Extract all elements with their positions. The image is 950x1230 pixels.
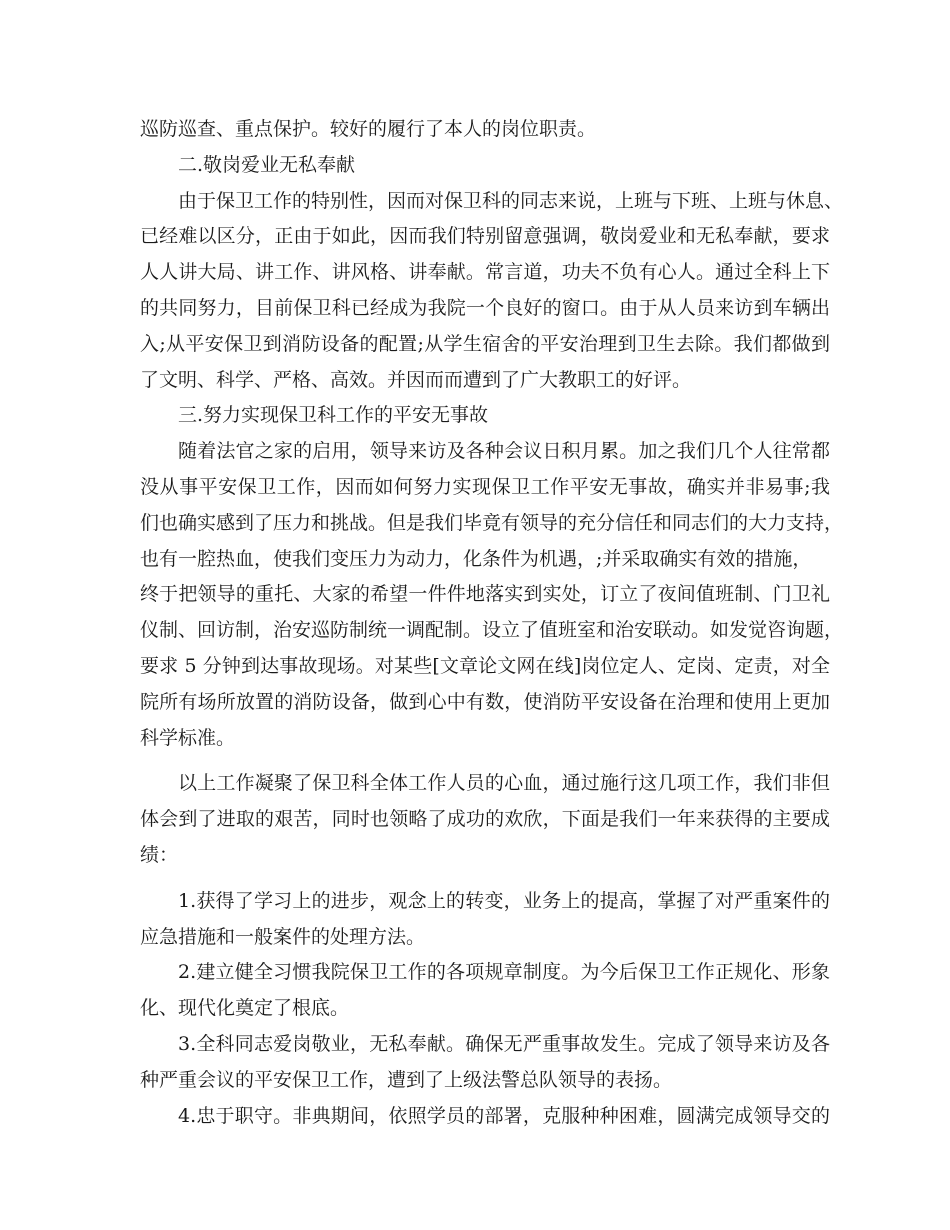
- text-line: 三.努力实现保卫科工作的平安无事故: [178, 404, 489, 427]
- text-line: 也有一腔热血，使我们变压力为动力，化条件为机遇，;并采取确实有效的措施，: [140, 547, 812, 570]
- text-line: 终于把领导的重托、大家的希望一件件地落实到实处，订立了夜间值班制、门卫礼: [140, 583, 830, 606]
- text-line: 仪制、回访制，治安巡防制统一调配制。设立了值班室和治安联动。如发觉咨询题，: [140, 619, 844, 642]
- text-line: 绩：: [140, 843, 179, 866]
- text-line: 化、现代化奠定了根底。: [140, 997, 350, 1020]
- document-body: [140, 112, 844, 1134]
- text-line: 的共同努力，目前保卫科已经成为我院一个良好的窗口。由于从人员来访到车辆出: [140, 296, 830, 319]
- paragraph-gap: [140, 756, 830, 766]
- text-line: 种严重会议的平安保卫工作，遭到了上级法警总队领导的表扬。: [140, 1068, 673, 1091]
- paragraph-gap: [140, 874, 830, 884]
- text-line: 已经难以区分，正由于如此，因而我们特别留意强调，敬岗爱业和无私奉献，要求: [140, 225, 830, 248]
- text-line: 了文明、科学、严格、高效。并因而而遭到了广大教职工的好评。: [140, 368, 692, 391]
- text-line: 体会到了进取的艰苦，同时也领略了成功的欢欣，下面是我们一年来获得的主要成: [140, 808, 830, 831]
- text-line: 由于保卫工作的特别性，因而对保卫科的同志来说，上班与下班、上班与休息、: [178, 189, 844, 212]
- text-line: 4.忠于职守。非典期间，依照学员的部署，克服种种困难，圆满完成领导交的: [178, 1104, 830, 1127]
- text-line: 2.建立健全习惯我院保卫工作的各项规章制度。为今后保卫工作正规化、形象: [178, 961, 830, 984]
- text-line: 3.全科同志爱岗敬业，无私奉献。确保无严重事故发生。完成了领导来访及各: [178, 1032, 830, 1055]
- text-line: 二.敬岗爱业无私奉献: [178, 153, 356, 176]
- text-line: 入;从平安保卫到消防设备的配置;从学生宿舍的平安治理到卫生去除。我们都做到: [140, 332, 830, 355]
- text-line: 以上工作凝聚了保卫科全体工作人员的心血，通过施行这几项工作，我们非但: [178, 772, 830, 795]
- text-line: 院所有场所放置的消防设备，做到心中有数，使消防平安设备在治理和使用上更加: [140, 690, 830, 713]
- text-line: 要求 5 分钟到达事故现场。对某些[文章论文网在线]岗位定人、定岗、定责，对全: [140, 654, 830, 677]
- text-line: 没从事平安保卫工作，因而如何努力实现保卫工作平安无事故，确实并非易事;我: [140, 475, 830, 498]
- text-line: 巡防巡查、重点保护。较好的履行了本人的岗位职责。: [140, 118, 597, 140]
- text-line: 1.获得了学习上的进步，观念上的转变，业务上的提高，掌握了对严重案件的: [178, 889, 830, 912]
- text-line: 科学标准。: [140, 726, 236, 749]
- text-line: 应急措施和一般案件的处理方法。: [140, 925, 426, 948]
- text-line: 人人讲大局、讲工作、讲风格、讲奉献。常言道，功夫不负有心人。通过全科上下: [140, 261, 830, 284]
- text-line: 随着法官之家的启用，领导来访及各种会议日积月累。加之我们几个人往常都: [178, 440, 830, 463]
- text-line: 们也确实感到了压力和挑战。但是我们毕竟有领导的充分信任和同志们的大力支持，: [140, 511, 844, 534]
